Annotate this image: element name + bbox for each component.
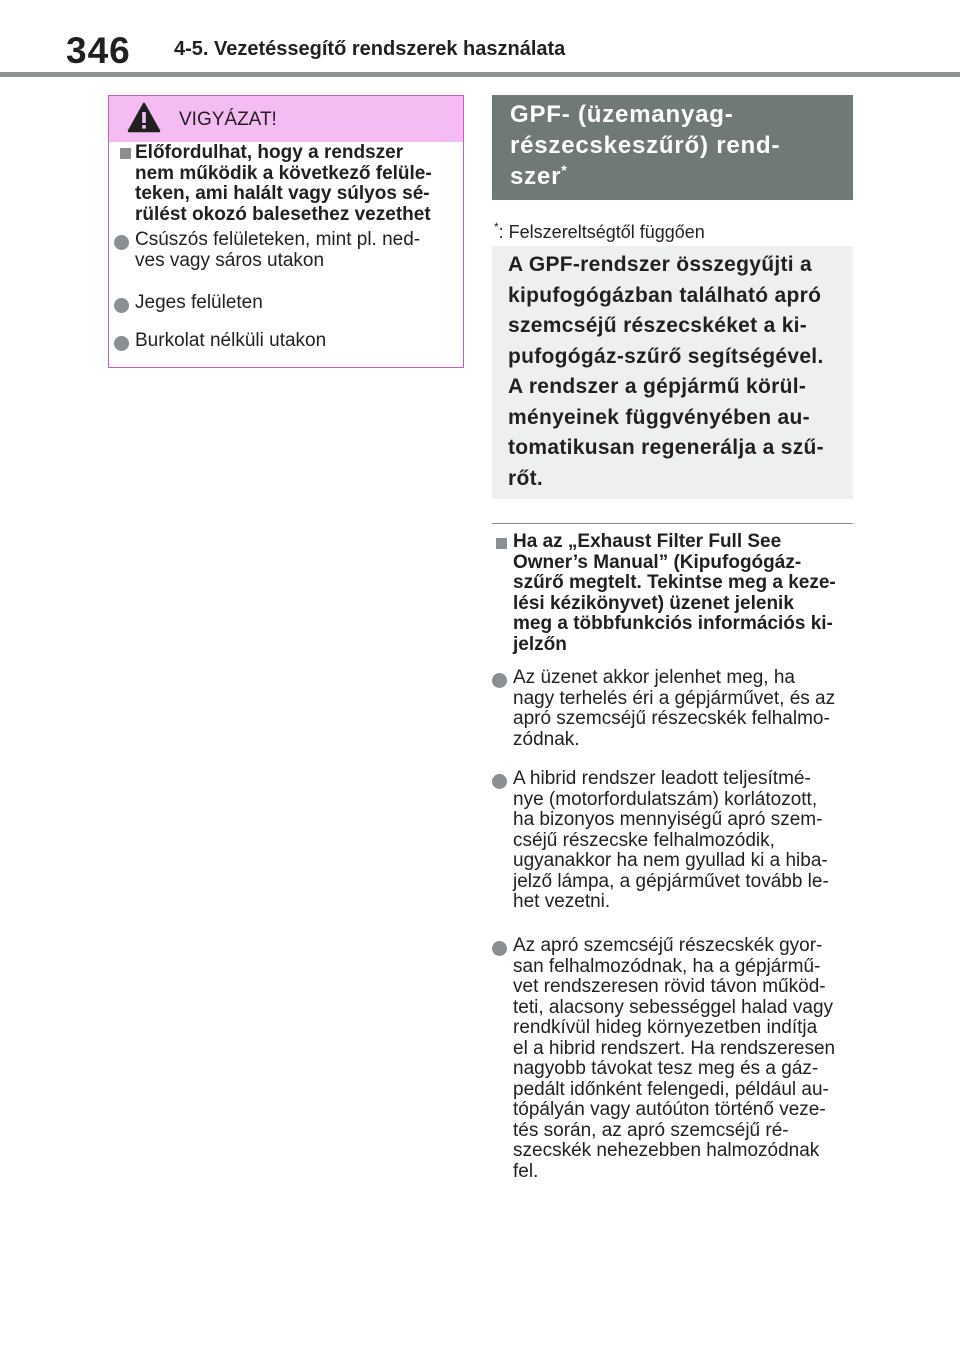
- circle-bullet-icon: [114, 336, 129, 351]
- gpf-title: [510, 99, 845, 192]
- text-line: szecskék nehezebben halmozódnak: [513, 1140, 820, 1161]
- caution-item: [135, 331, 326, 352]
- text-line: nagy terhelés éri a gépjárművet, és az: [513, 687, 836, 709]
- text-line: jelző lámpa, a gépjárművet tovább le-: [513, 870, 829, 892]
- text-line: cséjű részecske felhalmozódik,: [513, 829, 775, 851]
- text-line: rendkívül hideg környezetben indítja: [513, 1017, 818, 1038]
- square-bullet-icon: [120, 148, 131, 159]
- text-line: Jeges felületen: [135, 292, 263, 313]
- text-line: zódnak.: [513, 728, 580, 750]
- exhaust-heading: [513, 532, 836, 655]
- footnote-marker: *: [561, 162, 568, 178]
- text-line: ményeinek függvényében au-: [508, 405, 810, 429]
- text-line: nye (motorfordulatszám) korlátozott,: [513, 788, 818, 810]
- text-line: GPF- (üzemanyag-: [510, 101, 734, 128]
- exhaust-item: [513, 936, 835, 1182]
- text-line: ugyanakkor ha nem gyullad ki a hiba-: [513, 850, 828, 871]
- footnote-text: : Felszereltségtől függően: [498, 222, 705, 242]
- text-line: pufogógáz-szűrő segítségével.: [508, 344, 824, 368]
- text-line: A rendszer a gépjármű körül-: [508, 375, 807, 398]
- text-line: vet rendszeresen rövid távon működ-: [513, 976, 826, 997]
- text-line: rőt.: [508, 466, 544, 490]
- text-line: Csúszós felületeken, mint pl. ned-: [135, 229, 421, 250]
- text-line: teti, alacsony sebességgel halad vagy: [513, 996, 834, 1018]
- title-word: szer: [510, 163, 562, 190]
- circle-bullet-icon: [114, 235, 129, 250]
- text-line: Owner’s Manual” (Kipufogógáz-: [513, 551, 802, 573]
- text-line: tomatikusan regenerálja a szű-: [508, 436, 824, 459]
- gpf-summary: [508, 250, 843, 494]
- text-line: szemcséjű részecskéket a ki-: [508, 314, 808, 337]
- gpf-summary-box: [492, 246, 853, 499]
- circle-bullet-icon: [492, 941, 507, 956]
- text-line: teken, ami halált vagy súlyos sé-: [135, 183, 430, 204]
- footnote: [494, 214, 705, 245]
- text-line: Előfordulhat, hogy a rendszer: [135, 142, 404, 163]
- caution-lead: [135, 143, 432, 225]
- exhaust-item: [513, 668, 835, 750]
- text-line: meg a többfunkciós információs ki-: [513, 613, 833, 634]
- text-line: san felhalmozódnak, ha a gépjármű-: [513, 955, 821, 977]
- text-line: nem működik a következő felüle-: [135, 162, 432, 184]
- text-line: Az üzenet akkor jelenhet meg, ha: [513, 667, 796, 688]
- gpf-heading-box: [492, 95, 853, 200]
- text-line: [510, 161, 845, 192]
- text-line: nagyobb távokat tesz meg és a gáz-: [513, 1058, 819, 1079]
- text-line: szűrő megtelt. Tekintse meg a keze-: [513, 572, 836, 593]
- caution-header: [109, 96, 463, 142]
- circle-bullet-icon: [492, 673, 507, 688]
- footnote-marker: *: [494, 220, 499, 234]
- exhaust-item: [513, 769, 829, 913]
- square-bullet-icon: [496, 538, 507, 549]
- caution-box: [108, 95, 464, 368]
- text-line: Az apró szemcséjű részecskék gyor-: [513, 935, 823, 956]
- section-divider: [492, 523, 853, 524]
- caution-item: [135, 230, 420, 271]
- text-line: apró szemcséjű részecskék felhalmo-: [513, 708, 830, 729]
- text-line: el a hibrid rendszert. Ha rendszeresen: [513, 1037, 836, 1059]
- text-line: ha bizonyos mennyiségű apró szem-: [513, 809, 823, 830]
- page-number: 346: [66, 30, 131, 71]
- text-line: Ha az „Exhaust Filter Full See: [513, 531, 782, 552]
- header-rule: [0, 72, 960, 77]
- text-line: részecskeszűrő) rend-: [510, 132, 781, 159]
- text-line: kipufogógázban található apró: [508, 283, 822, 307]
- circle-bullet-icon: [114, 298, 129, 313]
- text-line: rülést okozó balesethez vezethet: [135, 203, 431, 225]
- text-line: het vezetni.: [513, 891, 611, 912]
- text-line: lési kézikönyvet) üzenet jelenik: [513, 592, 794, 614]
- text-line: pedált időnként felengedi, például au-: [513, 1078, 829, 1100]
- caution-item: [135, 293, 263, 314]
- text-line: A GPF-rendszer összegyűjti a: [508, 253, 813, 276]
- circle-bullet-icon: [492, 774, 507, 789]
- text-line: tópályán vagy autóúton történő veze-: [513, 1099, 826, 1120]
- text-line: A hibrid rendszer leadott teljesítmé-: [513, 768, 811, 789]
- text-line: ves vagy sáros utakon: [135, 249, 325, 271]
- caution-title: VIGYÁZAT!: [179, 109, 277, 130]
- text-line: Burkolat nélküli utakon: [135, 330, 327, 351]
- warning-triangle-icon: [127, 102, 161, 134]
- text-line: jelzőn: [513, 633, 567, 655]
- text-line: tés során, az apró szemcséjű ré-: [513, 1119, 789, 1141]
- section-title: 4-5. Vezetéssegítő rendszerek használata: [174, 38, 566, 60]
- text-line: fel.: [513, 1160, 539, 1182]
